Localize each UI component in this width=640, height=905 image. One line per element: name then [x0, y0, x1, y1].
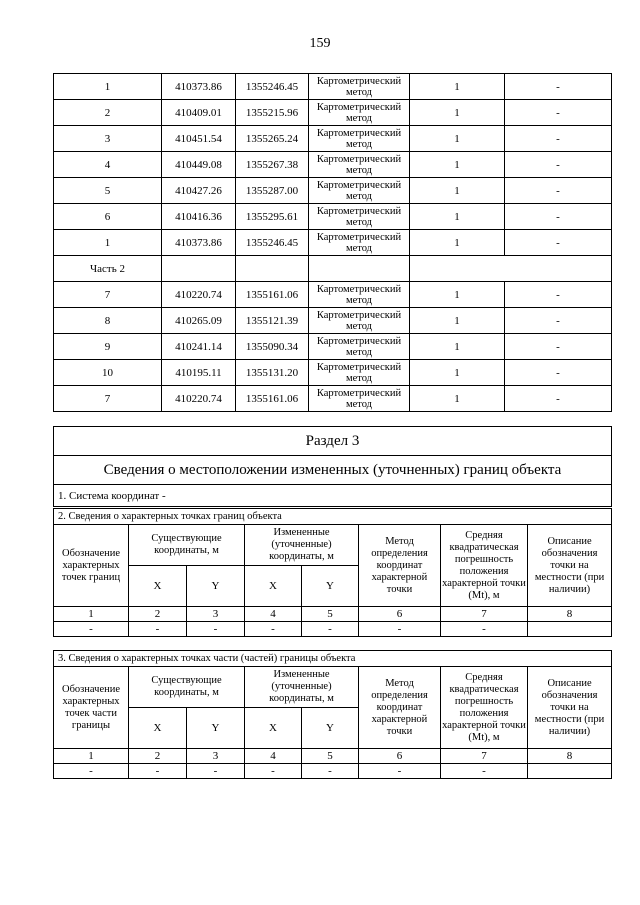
x-coordinate: 410427.26 [162, 178, 236, 204]
col-num: 5 [302, 607, 359, 622]
empty-cell [410, 256, 505, 282]
header-existing: Существующие координаты, м [129, 525, 245, 566]
description: - [505, 334, 612, 360]
header-existing: Существующие координаты, м [129, 667, 245, 708]
col-num: 6 [359, 749, 441, 764]
point-number: 5 [54, 178, 162, 204]
cell: - [129, 622, 187, 637]
col-num: 2 [129, 749, 187, 764]
y-coordinate: 1355121.39 [236, 308, 309, 334]
method: Картометрический метод [309, 178, 410, 204]
header-description: Описание обозначения точки на местности (при наличии) [528, 667, 612, 749]
header-method: Метод определения координат характерной точки [359, 525, 441, 607]
coordinates-table [53, 73, 612, 412]
table-row [54, 126, 612, 152]
point-number: 1 [54, 74, 162, 100]
parts-heading: 3. Сведения о характерных точках части (частей) границы объекта [54, 651, 612, 667]
accuracy: 1 [410, 230, 505, 256]
description: - [505, 360, 612, 386]
section-3-header [53, 426, 612, 507]
y-coordinate: 1355287.00 [236, 178, 309, 204]
method: Картометрический метод [309, 282, 410, 308]
point-number: 6 [54, 204, 162, 230]
header-designation: Обозначение характерных точек границ [54, 525, 129, 607]
cell: - [187, 764, 245, 779]
point-number: 7 [54, 282, 162, 308]
method: Картометрический метод [309, 100, 410, 126]
table-row [54, 282, 612, 308]
point-number: 1 [54, 230, 162, 256]
description: - [505, 178, 612, 204]
accuracy: 1 [410, 282, 505, 308]
coordinate-system-line: 1. Система координат - [54, 485, 612, 507]
col-num: 1 [54, 749, 129, 764]
y-coordinate: 1355215.96 [236, 100, 309, 126]
accuracy: 1 [410, 386, 505, 412]
x-coordinate: 410220.74 [162, 386, 236, 412]
method: Картометрический метод [309, 334, 410, 360]
point-number: 2 [54, 100, 162, 126]
method: Картометрический метод [309, 360, 410, 386]
column-number-row [54, 749, 612, 764]
point-number: 9 [54, 334, 162, 360]
y-coordinate: 1355131.20 [236, 360, 309, 386]
col-num: 5 [302, 749, 359, 764]
cell: - [54, 622, 129, 637]
x-coordinate: 410220.74 [162, 282, 236, 308]
part-points-table [53, 650, 612, 779]
accuracy: 1 [410, 126, 505, 152]
description: - [505, 74, 612, 100]
y-coordinate: 1355090.34 [236, 334, 309, 360]
header-y: Y [187, 566, 245, 607]
x-coordinate: 410409.01 [162, 100, 236, 126]
table-row [54, 230, 612, 256]
header-x: X [129, 566, 187, 607]
cell [528, 622, 612, 637]
col-num: 8 [528, 607, 612, 622]
accuracy: 1 [410, 100, 505, 126]
method: Картометрический метод [309, 386, 410, 412]
points-heading: 2. Сведения о характерных точках границ объекта [54, 509, 612, 525]
table-row [54, 204, 612, 230]
header-accuracy: Средняя квадратическая погрешность положения характерной точки (Mt), м [441, 667, 528, 749]
y-coordinate: 1355246.45 [236, 74, 309, 100]
point-number: 10 [54, 360, 162, 386]
cell: - [359, 764, 441, 779]
header-accuracy: Средняя квадратическая погрешность положения характерной точки (Mt), м [441, 525, 528, 607]
accuracy: 1 [410, 178, 505, 204]
header-designation-part: Обозначение характерных точек части границы [54, 667, 129, 749]
col-num: 4 [245, 607, 302, 622]
y-coordinate: 1355161.06 [236, 386, 309, 412]
description: - [505, 308, 612, 334]
method: Картометрический метод [309, 230, 410, 256]
cell: - [54, 764, 129, 779]
method: Картометрический метод [309, 152, 410, 178]
col-num: 8 [528, 749, 612, 764]
empty-cell [162, 256, 236, 282]
col-num: 7 [441, 749, 528, 764]
description: - [505, 126, 612, 152]
header-x-changed: X [245, 566, 302, 607]
x-coordinate: 410373.86 [162, 74, 236, 100]
x-coordinate: 410416.36 [162, 204, 236, 230]
description: - [505, 386, 612, 412]
method: Картометрический метод [309, 204, 410, 230]
method: Картометрический метод [309, 74, 410, 100]
y-coordinate: 1355265.24 [236, 126, 309, 152]
cell: - [359, 622, 441, 637]
table-row [54, 152, 612, 178]
accuracy: 1 [410, 204, 505, 230]
header-x: X [129, 708, 187, 749]
accuracy: 1 [410, 308, 505, 334]
page-number: 159 [309, 36, 331, 51]
part-2-label: Часть 2 [54, 256, 162, 282]
table-row [54, 360, 612, 386]
section-subtitle: Сведения о местоположении измененных (уточненных) границ объекта [54, 456, 612, 485]
empty-data-row [54, 622, 612, 637]
y-coordinate: 1355246.45 [236, 230, 309, 256]
description: - [505, 282, 612, 308]
header-changed: Измененные (уточненные) координаты, м [245, 667, 359, 708]
method: Картометрический метод [309, 126, 410, 152]
method: Картометрический метод [309, 308, 410, 334]
header-y: Y [187, 708, 245, 749]
empty-cell [236, 256, 309, 282]
empty-data-row [54, 764, 612, 779]
y-coordinate: 1355295.61 [236, 204, 309, 230]
x-coordinate: 410241.14 [162, 334, 236, 360]
boundary-points-table [53, 508, 612, 637]
x-coordinate: 410373.86 [162, 230, 236, 256]
table-row [54, 74, 612, 100]
col-num: 1 [54, 607, 129, 622]
description: - [505, 152, 612, 178]
header-x-changed: X [245, 708, 302, 749]
header-y-changed: Y [302, 566, 359, 607]
header-method: Метод определения координат характерной точки [359, 667, 441, 749]
col-num: 7 [441, 607, 528, 622]
table-row [54, 334, 612, 360]
accuracy: 1 [410, 334, 505, 360]
header-changed: Измененные (уточненные) координаты, м [245, 525, 359, 566]
description: - [505, 230, 612, 256]
cell: - [187, 622, 245, 637]
accuracy: 1 [410, 74, 505, 100]
table-row [54, 308, 612, 334]
table-row [54, 178, 612, 204]
header-description: Описание обозначения точки на местности (при наличии) [528, 525, 612, 607]
column-number-row [54, 607, 612, 622]
y-coordinate: 1355161.06 [236, 282, 309, 308]
x-coordinate: 410449.08 [162, 152, 236, 178]
col-num: 2 [129, 607, 187, 622]
cell: - [302, 622, 359, 637]
header-y-changed: Y [302, 708, 359, 749]
part-2-row [54, 256, 612, 282]
x-coordinate: 410195.11 [162, 360, 236, 386]
point-number: 3 [54, 126, 162, 152]
accuracy: 1 [410, 152, 505, 178]
cell: - [441, 622, 528, 637]
cell: - [441, 764, 528, 779]
col-num: 3 [187, 749, 245, 764]
x-coordinate: 410451.54 [162, 126, 236, 152]
cell: - [129, 764, 187, 779]
empty-cell [505, 256, 612, 282]
empty-cell [309, 256, 410, 282]
point-number: 7 [54, 386, 162, 412]
section-title: Раздел 3 [54, 427, 612, 456]
y-coordinate: 1355267.38 [236, 152, 309, 178]
cell: - [245, 622, 302, 637]
point-number: 4 [54, 152, 162, 178]
col-num: 4 [245, 749, 302, 764]
accuracy: 1 [410, 360, 505, 386]
table-row [54, 386, 612, 412]
cell: - [302, 764, 359, 779]
col-num: 3 [187, 607, 245, 622]
col-num: 6 [359, 607, 441, 622]
table-row [54, 100, 612, 126]
point-number: 8 [54, 308, 162, 334]
x-coordinate: 410265.09 [162, 308, 236, 334]
description: - [505, 100, 612, 126]
cell: - [245, 764, 302, 779]
description: - [505, 204, 612, 230]
cell [528, 764, 612, 779]
